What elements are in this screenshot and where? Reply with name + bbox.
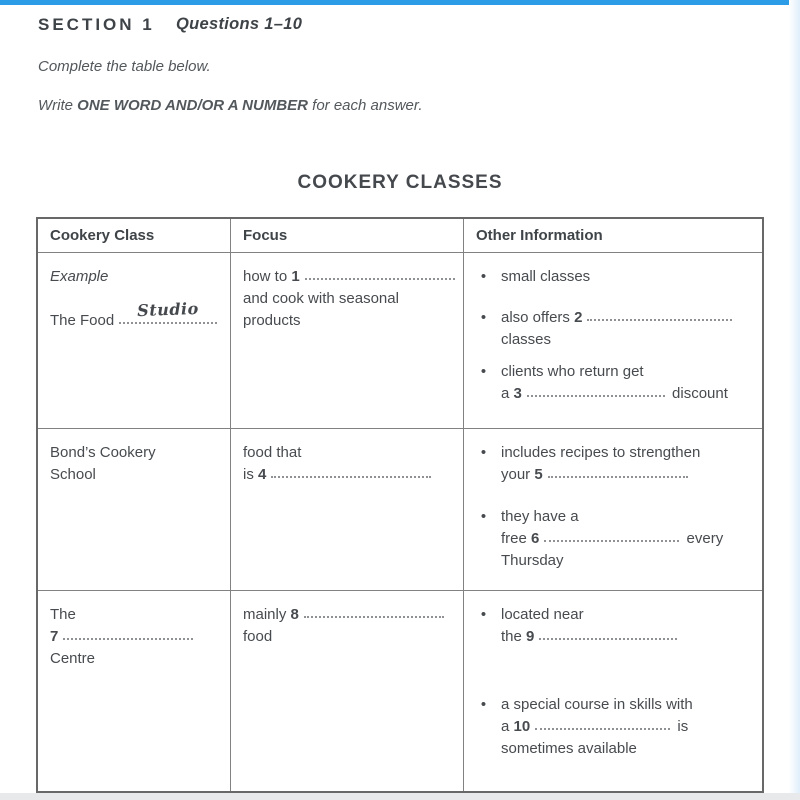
q1-text: how to xyxy=(243,268,292,285)
q6-line1: they have a xyxy=(501,508,579,525)
q8-line xyxy=(243,604,455,626)
example-class-name-text: The Food xyxy=(50,312,115,329)
example-label: Example xyxy=(50,268,109,285)
instruction-word-limit-pre: Write xyxy=(38,97,78,114)
questions-range-label: Questions 1–10 xyxy=(176,15,303,33)
q6-text: free xyxy=(501,530,532,547)
cell-r1-cookery-class xyxy=(38,253,231,429)
q10-text-post: is xyxy=(673,718,689,735)
q7-number: 7 xyxy=(50,628,59,645)
q10-text: a xyxy=(501,718,514,735)
q4-line xyxy=(243,464,455,486)
q5-line1: includes recipes to strengthen xyxy=(501,444,701,461)
bullet-q6 xyxy=(466,506,756,572)
q8-number: 8 xyxy=(290,606,299,623)
q10-line2 xyxy=(501,716,756,738)
bullet-q5 xyxy=(466,442,756,486)
q3-text: a xyxy=(501,385,514,402)
q4-number: 4 xyxy=(258,466,267,483)
q3-line1: clients who return get xyxy=(501,363,644,380)
q9-line1: located near xyxy=(501,606,584,623)
cell-r2-cookery-class xyxy=(38,429,231,591)
q5-number: 5 xyxy=(534,466,543,483)
answer-line-q7 xyxy=(63,626,193,640)
q3-line2 xyxy=(501,383,756,405)
cell-r1-other-info xyxy=(464,253,762,429)
q4-text: is xyxy=(243,466,258,483)
q9-text: the xyxy=(501,628,527,645)
bullet-icon: • xyxy=(480,268,487,285)
cell-r1-focus xyxy=(231,253,464,429)
bullet-small-classes xyxy=(466,266,756,288)
answer-line-q5 xyxy=(548,464,688,478)
r1-focus-line3: products xyxy=(243,312,301,329)
example-answer-handwritten: Studio xyxy=(137,298,200,321)
top-accent-bar xyxy=(0,0,800,5)
q2-text: also offers xyxy=(501,309,575,326)
r2-class-line1: Bond’s Cookery xyxy=(50,444,156,461)
answer-line-q3 xyxy=(527,383,665,397)
r2-focus-line1: food that xyxy=(243,444,302,461)
q6-number: 6 xyxy=(531,530,540,547)
q2-line xyxy=(501,307,756,329)
page-edge-bottom xyxy=(0,793,800,800)
cell-r3-cookery-class xyxy=(38,591,231,791)
q3-number: 3 xyxy=(513,385,522,402)
q10-line1: a special course in skills with xyxy=(501,696,693,713)
instruction-word-limit-post: for each answer. xyxy=(308,97,423,114)
r3-class-line1: The xyxy=(50,606,76,623)
cell-r3-other-info xyxy=(464,591,762,791)
bullet-q9 xyxy=(466,604,756,648)
cell-r3-focus xyxy=(231,591,464,791)
page-edge-right xyxy=(789,0,800,800)
section-label: SECTION 1 xyxy=(38,15,155,34)
answer-line-q2 xyxy=(587,307,732,321)
answer-line-q10 xyxy=(535,716,670,730)
answer-line-example xyxy=(119,298,217,324)
q6-text-post: every xyxy=(682,530,724,547)
q9-line2 xyxy=(501,626,756,648)
r2-class-line2: School xyxy=(50,466,96,483)
bullet-icon: • xyxy=(480,508,487,525)
answer-line-q6 xyxy=(544,528,679,542)
cell-r2-focus xyxy=(231,429,464,591)
q5-text: your xyxy=(501,466,535,483)
bullet-icon: • xyxy=(480,309,487,326)
bullet-icon: • xyxy=(480,363,487,380)
answer-line-q4 xyxy=(271,464,431,478)
cookery-classes-table xyxy=(36,217,764,793)
r3-class-line3: Centre xyxy=(50,650,96,667)
bullet-text: small classes xyxy=(501,268,591,285)
q2-line2: classes xyxy=(501,331,552,348)
column-header-cookery-class: Cookery Class xyxy=(38,219,231,253)
q1-line xyxy=(243,266,455,288)
q6-line2 xyxy=(501,528,756,550)
q2-number: 2 xyxy=(574,309,583,326)
bullet-icon: • xyxy=(480,696,487,713)
instruction-word-limit xyxy=(38,97,423,114)
r1-focus-line2: and cook with seasonal xyxy=(243,290,399,307)
bullet-q3 xyxy=(466,361,756,405)
bullet-icon: • xyxy=(480,606,487,623)
q7-line xyxy=(50,626,222,648)
q9-number: 9 xyxy=(526,628,535,645)
answer-line-q1 xyxy=(305,266,455,280)
answer-line-q9 xyxy=(539,626,677,640)
instruction-complete-table: Complete the table below. xyxy=(38,58,211,75)
answer-line-q8 xyxy=(304,604,444,618)
bullet-q2 xyxy=(466,307,756,351)
instruction-word-limit-bold: ONE WORD AND/OR A NUMBER xyxy=(77,97,308,114)
q1-number: 1 xyxy=(291,268,300,285)
cell-r2-other-info xyxy=(464,429,762,591)
bullet-q10 xyxy=(466,694,756,760)
q10-number: 10 xyxy=(513,718,531,735)
bullet-icon: • xyxy=(480,444,487,461)
q10-line3: sometimes available xyxy=(501,740,637,757)
q5-line2 xyxy=(501,464,756,486)
example-class-name-line xyxy=(50,298,222,332)
q6-line3: Thursday xyxy=(501,552,564,569)
table-title: COOKERY CLASSES xyxy=(297,172,503,193)
q8-text: mainly xyxy=(243,606,291,623)
r3-focus-line2: food xyxy=(243,628,273,645)
q3-text-post: discount xyxy=(667,385,728,402)
column-header-other-information: Other Information xyxy=(464,219,762,253)
column-header-focus: Focus xyxy=(231,219,464,253)
